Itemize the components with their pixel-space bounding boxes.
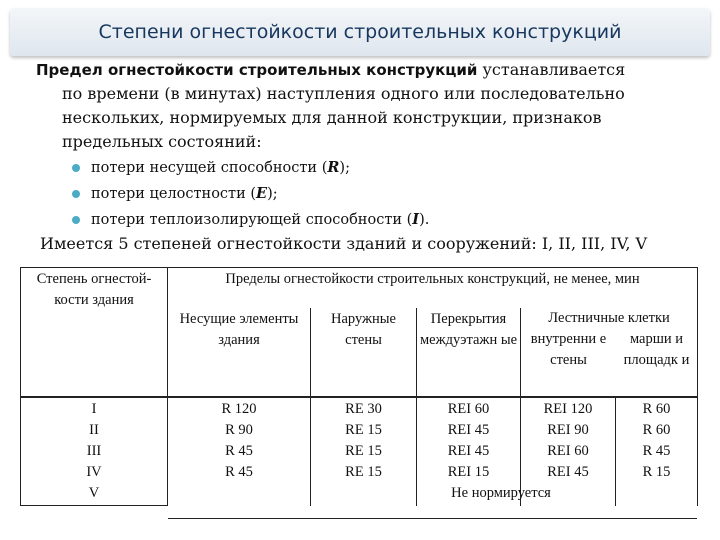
col-header-walls: Наружные стены xyxy=(311,308,417,397)
degree-column: I II III IV V xyxy=(21,397,168,506)
intro-line-1-rest: устанавливается xyxy=(477,60,626,79)
intro-line-4: предельных состояний: xyxy=(62,132,262,151)
title-bar xyxy=(10,8,710,56)
intro-line-1 xyxy=(36,58,720,82)
walls-column: RE 30 RE 15 RE 15 RE 15 xyxy=(311,397,417,506)
floors-column: REI 60 REI 45 REI 45 REI 15 xyxy=(417,397,521,506)
slide-title: Степени огнестойкости строительных конструкций xyxy=(98,21,622,43)
bullet-icon xyxy=(72,190,80,198)
list-item: потери несущей способности (R); xyxy=(72,155,429,181)
stairs-label: Лестничные клетки xyxy=(548,310,670,326)
col-header-stairs xyxy=(521,308,698,397)
span-header: Пределы огнестойкости строительных конструкций, не менее, мин xyxy=(168,268,698,309)
intro-line-3: нескольких, нормируемых для данной конструкции, признаков xyxy=(62,108,602,127)
bullet-icon xyxy=(72,216,80,224)
stair-walls-column: REI 120 REI 90 REI 60 REI 45 xyxy=(521,397,616,506)
sub-header-stair-walls: внутренни е стены xyxy=(530,331,607,368)
not-normalized-note: Не нормируется xyxy=(451,485,551,501)
table-row xyxy=(21,397,698,506)
intro-paragraph xyxy=(36,58,720,154)
list-item: потери целостности (E); xyxy=(72,181,429,207)
bullet-icon xyxy=(72,164,80,172)
criteria-list xyxy=(72,155,429,233)
intro-line-2: по времени (в минутах) наступления одного или последовательно xyxy=(62,84,625,103)
bearing-column: R 120 R 90 R 45 R 45 Не нормируется xyxy=(168,397,311,506)
table-header-row xyxy=(21,268,698,309)
degree-header: Степень огнестой-кости здания xyxy=(21,268,168,398)
summary-text: Имеется 5 степеней огнестойкости зданий и сооружений: I, II, III, IV, V xyxy=(40,234,648,253)
sub-header-stair-flights: марши и площадк и xyxy=(623,331,690,368)
stair-flights-column: R 60 R 60 R 45 R 15 xyxy=(616,397,698,506)
table-bottom-border xyxy=(168,518,697,519)
col-header-bearing: Несущие элементы здания xyxy=(168,308,311,397)
intro-lead-bold: Предел огнестойкости строительных конструкций xyxy=(36,61,478,79)
list-item: потери теплоизолирующей способности (I). xyxy=(72,207,429,233)
fire-resistance-table xyxy=(20,267,698,506)
col-header-floors: Перекрытия междуэтажн ые xyxy=(417,308,521,397)
